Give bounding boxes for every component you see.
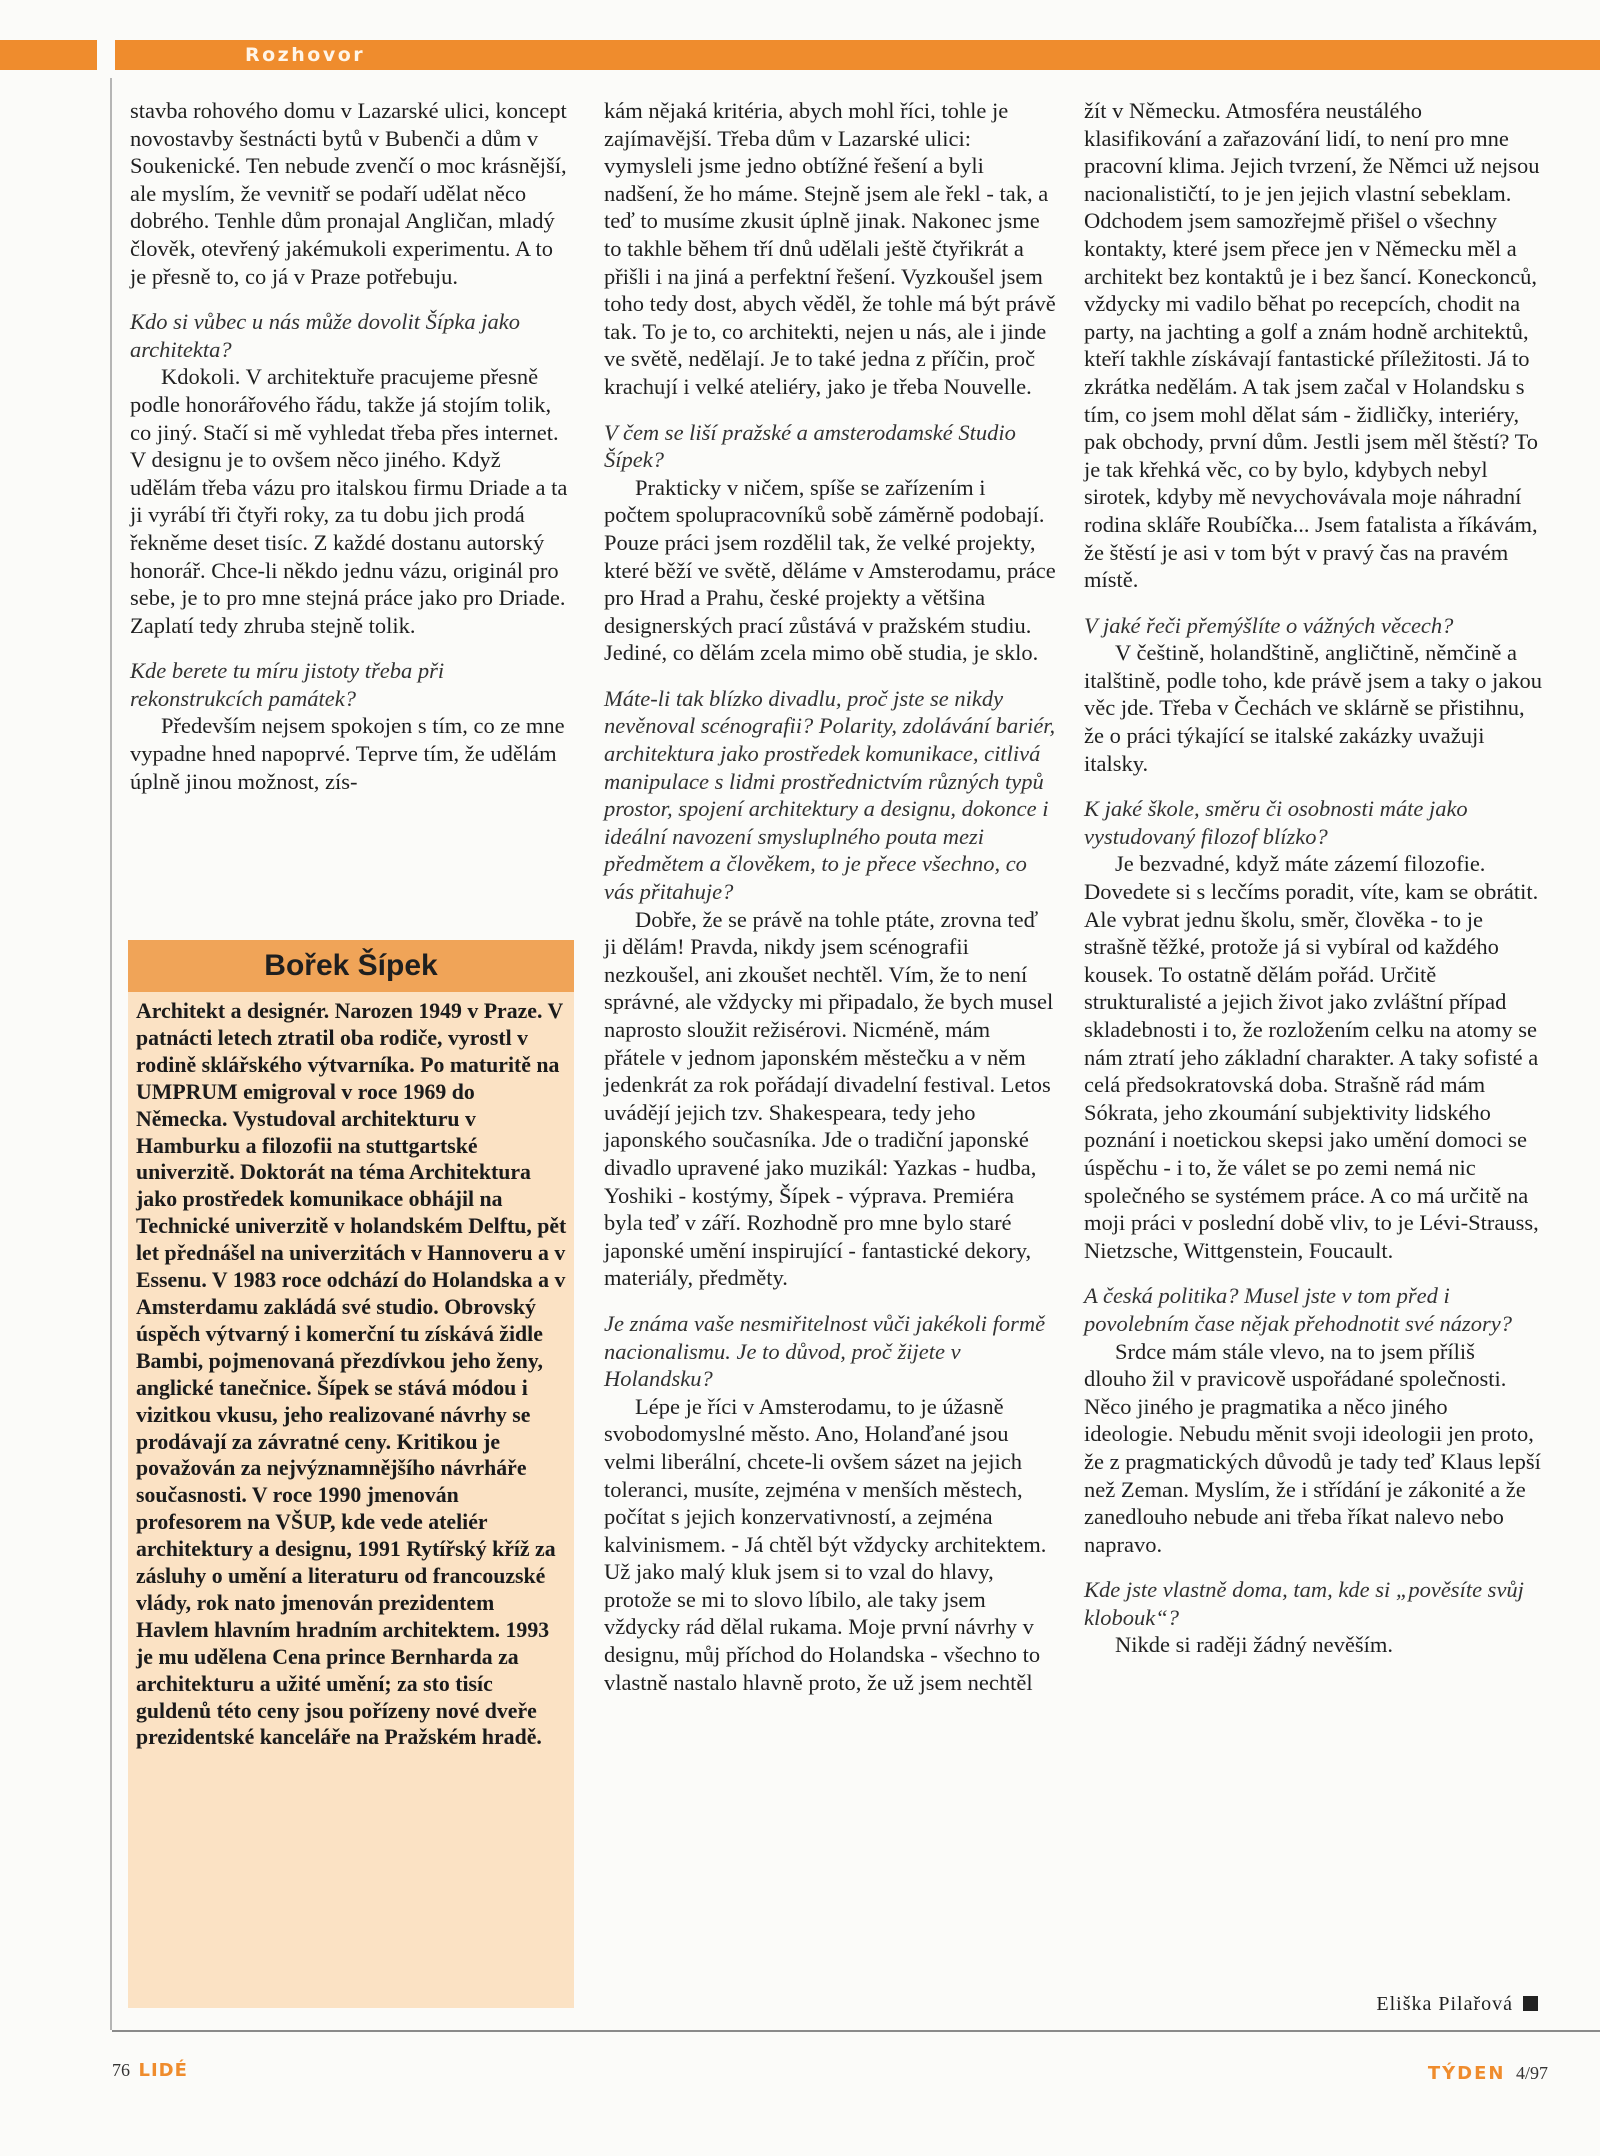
column-2 [604,97,1056,1696]
end-mark-icon [1523,1996,1538,2011]
interview-answer: Srdce mám stále vlevo, na to jsem příliš dlouho žil v pravicově uspořádané společnosti. Něco jiného je pragmatika a něco jiného ideologie. Nebudu měnit svoji ideologii jen proto, že z pragmatických důvodů je tady teď Klaus lepší než Zeman. Myslím, že i střídání je zákonité a že zanedlouho nebude ani třeba říkat nalevo nebo napravo. [1084,1338,1541,1557]
interview-answer: Lépe je říci v Amsterodamu, to je úžasně svobodomyslné město. Ano, Holanďané jsou velmi liberální, chcete-li ovšem sázet na jejich toleranci, musíte, zejména v menších městech, počítat s jejich konzervativností, a zejména kalvinismem. - Já chtěl být vždycky architektem. Už jako malý kluk jsem si to vzal do hlavy, protože se mi to slovo líbilo, ale taky jsem vždycky rád dělal rukama. Moje první návrhy v designu, můj příchod do Holandska - všechno to vlastně nastalo hlavně proto, že už jsem nechtěl [604,1393,1047,1695]
interview-question: A česká politika? Musel jste v tom před i povolebním čase nějak přehodnotit své názory? [1084,1283,1513,1336]
interview-answer: žít v Německu. Atmosféra neustálého klasifikování a zařazování lidí, to není pro mne pracovní klima. Jejich tvrzení, že Němci už nejsou nacionalističtí, to je jen jejich vlastní sebeklam. Odchodem jsem samozřejmě přišel o všechny kontakty, které jsem přece jen v Německu měl a architekt bez kontaktů je i bez šancí. Koneckonců, vždycky mi vadilo běhat po recepcích, chodit na party, na jachting a golf a znám hodně architektů, kteří takhle získávají fantastické příležitosti. Já to zkrátka nedělám. A tak jsem začal v Holandsku s tím, co jsem mohl dělat sám - židličky, interiéry, pak obchody, první dům. Jestli jsem měl štěstí? To je tak křehká věc, co by bylo, kdybych nebyl sirotek, kdyby mě nevychovávala moje náhradní rodina skláře Roubíčka... Jsem fatalista a říkávám, že štěstí je asi v tom být v pravý čas na pravém místě. [1084,98,1540,593]
interview-answer: kám nějaká kritéria, abych mohl říci, tohle je zajímavější. Třeba dům v Lazarské ulici: vymysleli jsme jedno obtížné řešení a byli nadšení, že ho máme. Stejně jsem ale řekl - tak, a teď to musíme zkusit úplně jinak. Nakonec jsme to takhle během tří dnů udělali ještě čtyřikrát a přišli i na jiná a perfektní řešení. Vyzkoušel jsem toho tedy dost, abych věděl, že tohle má být právě tak. To je to, co architekti, nejen u nás, ale i jinde ve světě, nedělají. Je to také jedna z příčin, proč krachují i velké ateliéry, jako je třeba Nouvelle. [604,98,1056,399]
interview-answer: Kdokoli. V architektuře pracujeme přesně podle honorářového řádu, takže já stojím tolik, co jiný. Stačí si mě vyhledat třeba přes internet. V designu je to ovšem něco jiného. Když udělám třeba vázu pro italskou firmu Driade a ta ji vyrábí tři čtyři roky, za tu dobu jich prodá řekněme deset tisíc. Z každé dostanu autorský honorář. Chce-li někdo jednu vázu, originál pro sebe, je to pro mne stejná práce jako pro Driade. Zaplatí tedy zhruba stejně tolik. [130,364,568,638]
section-title: Rozhovor [245,44,366,66]
interview-answer: Především nejsem spokojen s tím, co ze mne vypadne hned napoprvé. Teprve tím, že udělám úplně jinou možnost, zís- [130,713,565,794]
interview-question: Je známa vaše nesmiřitelnost vůči jakékoli formě nacionalismu. Je to důvod, proč žijete v Holandsku? [604,1310,1046,1392]
bio-text: Architekt a designér. Narozen 1949 v Praze. V patnácti letech ztratil oba rodiče, vyrostl v rodině sklářského výtvarníka. Po maturitě na UMPRUM emigroval v roce 1969 do Německa. Vystudoval architekturu v Hamburku a filozofii na stuttgartské univerzitě. Doktorát na téma Architektura jako prostředek komunikace obhájil na Technické univerzitě v holandském Delftu, pět let přednášel na univerzitách v Hannoveru a v Essenu. V 1983 roce odchází do Holandska a v Amsterdamu zakládá své studio. Obrovský úspěch výtvarný i komerční tu získává židle Bambi, pojmenovaná přezdívkou jeho ženy, anglické tanečnice. Šípek se stává módou i vizitkou vkusu, jeho realizované návrhy se prodávají za závratné ceny. Kritikou je považován za nejvýznamnějšího návrháře současnosti. V roce 1990 jmenován profesorem na VŠUP, kde vede ateliér architektury a designu, 1991 Rytířský kříž za zásluhy o umění a literaturu od francouzské vlády, rok nato jmenován prezidentem Havlem hlavním hradním architektem. 1993 je mu udělena Cena prince Bernharda za architekturu a užité umění; za sto tisíc guldenů této ceny jsou pořízeny nové dveře prezidentské kanceláře na Pražském hradě. [136,999,567,1750]
interview-question: K jaké škole, směru či osobnosti máte jako vystudovaný filozof blízko? [1084,796,1468,849]
interview-question: V jaké řeči přemýšlíte o vážných věcech? [1084,612,1454,638]
interview-answer: stavba rohového domu v Lazarské ulici, koncept novostavby šestnácti bytů v Bubenči a dům v Soukenické. Ten nebude zvenčí o moc krásnější, ale myslím, že vevnitř se podaří udělat něco dobrého. Tenhle dům pronajal Angličan, mladý člověk, otevřený jakémukoli experimentu. A to je přesně to, co já v Praze potřebuju. [130,98,567,289]
bottom-rule [112,2030,1600,2032]
section-header-bar [0,40,1600,70]
interview-question: V čem se liší pražské a amsterodamské Studio Šípek? [604,419,1016,473]
footer-left-brand: LIDÉ [138,2060,188,2081]
footer-right-brand: TÝDEN [1427,2063,1506,2084]
footer-right [1428,2063,1548,2084]
interview-question: Máte-li tak blízko divadlu, proč jste se nikdy nevěnoval scénografii? Polarity, zdolávání bariér, architektura jako prostředek komunikace, citlivá manipulace s lidmi prostřednictvím různých typů prostor, spojení architektury a designu, dokonce i ideální navození smysluplného pouta mezi předmětem a člověkem, to je přece všechno, co vás přitahuje? [604,685,1056,905]
bio-box [128,940,574,2008]
interview-answer: Dobře, že se právě na tohle ptáte, zrovna teď ji dělám! Pravda, nikdy jsem scénografii nezkoušel, ani zkoušet nechtěl. Vím, že to není správné, ale vždycky mi připadalo, že bych musel naprosto sloužit režisérovi. Nicméně, mám přátele v jednom japonském městečku a v něm jedenkrát za rok pořádají divadelní festival. Letos uvádějí jejich tzv. Shakespeara, tedy jeho japonského současníka. Jde o tradiční japonské divadlo upravené jako muzikál: Yazkas - hudba, Yoshiki - kostýmy, Šípek - výprava. Premiéra byla teď v září. Rozhodně pro mne bylo staré japonské umění inspirující - fantastické dekory, materiály, předměty. [604,906,1054,1291]
interview-answer: Prakticky v ničem, spíše se zařízením i počtem spolupracovníků sobě záměrně podobají. Pouze práci jsem rozdělil tak, že velké projekty, které běží ve světě, děláme v Amsterodamu, práce pro Hrad a Prahu, české projekty a většina designerských prací zůstává v pražském studiu. Jediné, co dělám zcela mimo obě studia, je sklo. [604,474,1056,666]
footer-left [112,2060,188,2081]
interview-question: Kdo si vůbec u nás může dovolit Šípka jako architekta? [130,309,520,362]
interview-question: Kde berete tu míru jistoty třeba při rekonstrukcích památek? [130,658,445,711]
issue-number: 4/97 [1515,2063,1548,2083]
author-name: Eliška Pilařová [1376,1993,1513,2015]
bio-name: Bořek Šípek [128,940,574,992]
interview-answer: Nikde si raději žádný nevěším. [1115,1632,1394,1658]
column-3 [1084,97,1542,1659]
header-bar-lead [0,40,97,70]
author-signature [1376,1993,1538,2016]
header-bar-band [115,40,1600,70]
interview-question: Kde jste vlastně doma, tam, kde si „pověsíte svůj klobouk“? [1084,1577,1524,1630]
interview-answer: Je bezvadné, když máte zázemí filozofie. Dovedete si s lecčíms poradit, víte, kam se obrátit. Ale vybrat jednu školu, směr, člověka - to je strašně těžké, protože já si vybíral od každého kousek. To ostatně dělám pořád. Určitě strukturalisté a jejich život jako zvláštní případ skladebnosti i to, že rozložením celku na atomy se nám ztratí jeho základní charakter. A taky sofisté a celá předsokratovská doba. Strašně rád mám Sókrata, jeho zkoumání subjektivity lidského poznání i noetickou skepsi jako umění domoci se úspěchu - i to, že válet se po zemi nemá nic společného se systémem práce. A co má určitě na moji práci v poslední době vliv, to je Lévi-Strauss, Nietzsche, Wittgenstein, Foucault. [1084,851,1539,1263]
interview-answer: V češtině, holandštině, angličtině, němčině a italštině, podle toho, kde právě jsem a taky o jakou věc jde. Třeba v Čechách ve sklárně se přistihnu, že o práci týkající se italské zakázky uvažuji italsky. [1084,640,1543,776]
column-1 [130,97,568,795]
left-rule [110,78,112,2030]
page-number: 76 [112,2060,130,2080]
